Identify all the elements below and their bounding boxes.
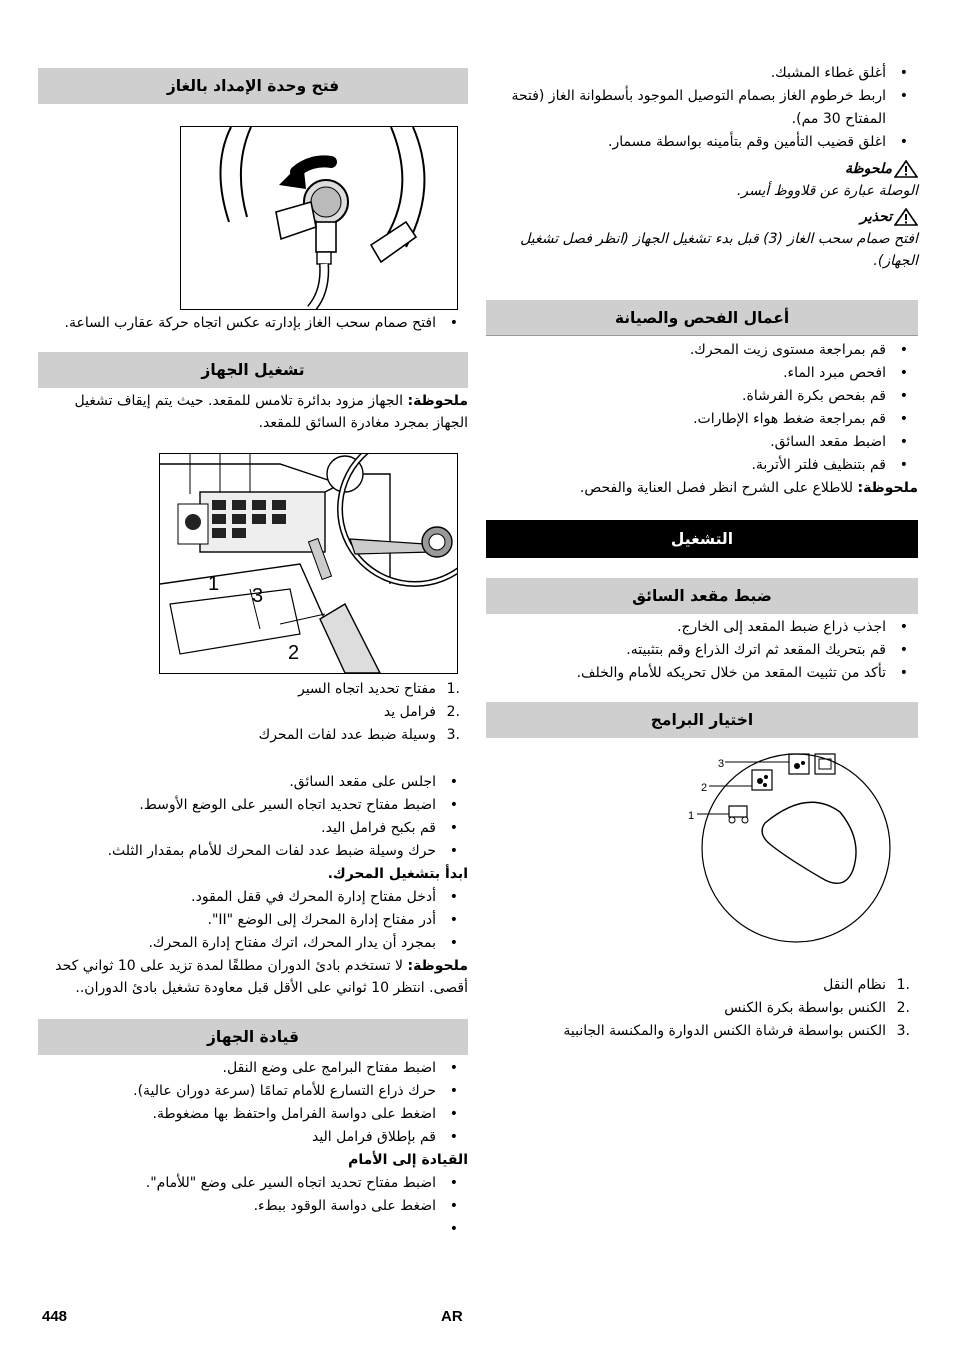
list-item: • قم بتحريك المقعد ثم اترك الذراع وقم بتثبيته.	[486, 639, 918, 662]
list-item: • افتح صمام سحب الغاز بإدارته عكس اتجاه حركة عقارب الساعة.	[38, 312, 468, 335]
section-heading-program: اختيار البرامج	[486, 702, 918, 738]
list-item: • أدر مفتاح إدارة المحرك إلى الوضع "II".	[38, 909, 468, 932]
callout-label: 1	[688, 810, 695, 822]
list-item: • حرك ذراع التسارع للأمام تمامًا (سرعة دوران عالية).	[38, 1080, 468, 1103]
list-item	[38, 1218, 468, 1241]
left-column-lower	[38, 678, 468, 1241]
section-heading-gas-supply: فتح وحدة الإمداد بالغاز	[38, 68, 468, 104]
list-item: • تأكد من تثبيت المقعد من خلال تحريكه للأمام والخلف.	[486, 662, 918, 685]
list-item: • اربط خرطوم الغاز بصمام التوصيل الموجود بأسطوانة الغاز (فتحة المفتاح 30 مم).	[486, 85, 918, 131]
gas-valve-figure	[180, 126, 458, 310]
list-item: • قم بإطلاق فرامل اليد	[38, 1126, 468, 1149]
sweep-roller-icon	[752, 770, 772, 790]
legend-item: 1. نظام النقل	[823, 977, 910, 993]
right-column	[486, 62, 918, 738]
list-item: • قم بفحص بكرة الفرشاة.	[486, 385, 918, 408]
starter-note: ملحوظة: لا تستخدم بادئ الدوران مطلقًا لمدة تزيد على 10 ثواني كحد أقصى. انتظر 10 ثواني على الأقل قبل معاودة تشغيل بادئ الدوران..	[55, 958, 468, 996]
section-heading-operation: التشغيل	[486, 520, 918, 558]
left-column-top	[38, 68, 468, 104]
transport-icon	[729, 806, 748, 823]
list-item: • اضغط على دواسة الوقود ببطء.	[38, 1195, 468, 1218]
language-code: AR	[441, 1308, 463, 1325]
legend-item: 3. وسيلة ضبط عدد لفات المحرك	[258, 727, 460, 743]
engine-steps-list	[38, 886, 468, 955]
page-number: 448	[42, 1308, 68, 1325]
warning-block-1	[486, 158, 918, 202]
list-item: • اجذب ذراع ضبط المقعد إلى الخارج.	[486, 616, 918, 639]
list-item: • اضبط مقعد السائق.	[486, 431, 918, 454]
list-item: • افحص مبرد الماء.	[486, 362, 918, 385]
section-heading-driving: قيادة الجهاز	[38, 1019, 468, 1055]
list-item: • أدخل مفتاح إدارة المحرك في قفل المقود.	[38, 886, 468, 909]
callout-label: 1	[208, 573, 220, 595]
seat-list	[486, 616, 918, 685]
section-heading-start: تشغيل الجهاز	[38, 352, 468, 388]
gas-supply-list	[38, 312, 468, 335]
dashboard-legend	[38, 678, 468, 747]
section-heading-seat: ضبط مقعد السائق	[486, 578, 918, 614]
list-item: • اضبط مفتاح البرامج على وضع النقل.	[38, 1057, 468, 1080]
selector-knob	[762, 802, 856, 883]
warning-triangle-icon	[894, 160, 918, 178]
driving-list	[38, 1057, 468, 1149]
legend-item: 2. فرامل يد	[383, 704, 460, 720]
rotate-arrow-icon	[279, 161, 306, 189]
forward-list	[38, 1172, 468, 1241]
legend-item: 2. الكنس بواسطة بكرة الكنس	[724, 1000, 910, 1016]
list-item: • اضبط مفتاح تحديد اتجاه السير على وضع "للأمام".	[38, 1172, 468, 1195]
list-item: • اجلس على مقعد السائق.	[38, 771, 468, 794]
warning-title: ملحوظة	[844, 161, 892, 177]
forward-driving-heading: القيادة إلى الأمام	[348, 1152, 468, 1168]
list-item: • قم بمراجعة مستوى زيت المحرك.	[486, 339, 918, 362]
warning-body: الوصلة عبارة عن قلاووظ أيسر.	[736, 183, 918, 199]
legend-item: 1. مفتاح تحديد اتجاه السير	[297, 681, 460, 697]
maintenance-note: ملحوظة: للاطلاع على الشرح انظر فصل العناية والفحص.	[579, 480, 918, 496]
warning-title: تحذير	[860, 209, 892, 225]
list-item: • قم بكبح فرامل اليد.	[38, 817, 468, 840]
section-heading-maintenance: أعمال الفحص والصيانة	[486, 300, 918, 336]
maintenance-list	[486, 339, 918, 477]
list-item: • بمجرد أن يدار المحرك، اترك مفتاح إدارة المحرك.	[38, 932, 468, 955]
list-item: • أغلق غطاء المشبك.	[486, 62, 918, 85]
list-item: • اضبط مفتاح تحديد اتجاه السير على الوضع الأوسط.	[38, 794, 468, 817]
program-selector-figure	[685, 748, 915, 948]
warning-triangle-icon	[894, 208, 918, 226]
list-item: • اغلق قضيب التأمين وقم بتأمينه بواسطة مسمار.	[486, 131, 918, 154]
callout-label: 3	[718, 758, 725, 770]
right-bullets-1	[486, 62, 918, 154]
start-note: ملحوظة: الجهاز مزود بدائرة تلامس للمقعد. حيث يتم إيقاف تشغيل الجهاز بمجرد مغادرة السائق للمقعد.	[74, 393, 468, 431]
list-item: • قم بمراجعة ضغط هواء الإطارات.	[486, 408, 918, 431]
list-item: • اضغط على دواسة الفرامل واحتفظ بها مضغوطة.	[38, 1103, 468, 1126]
dashboard-figure	[159, 453, 458, 674]
program-legend	[486, 974, 918, 1043]
brush-icon	[789, 754, 835, 774]
left-column-main	[38, 312, 468, 434]
callout-label: 2	[701, 782, 708, 794]
start-engine-heading: ابدأ بتشغيل المحرك.	[327, 866, 468, 882]
list-item: • حرك وسيلة ضبط عدد لفات المحرك للأمام بمقدار الثلث.	[38, 840, 468, 863]
list-item: • قم بتنظيف فلتر الأتربة.	[486, 454, 918, 477]
warning-block-2	[486, 206, 918, 272]
start-steps-list	[38, 771, 468, 863]
callout-label: 2	[288, 642, 300, 664]
callout-label: 3	[252, 585, 264, 607]
legend-item: 3. الكنس بواسطة فرشاة الكنس الدوارة والمكنسة الجانبية	[563, 1023, 910, 1039]
warning-body: افتح صمام سحب الغاز (3) قبل بدء تشغيل الجهاز (انظر فصل تشغيل الجهاز).	[520, 231, 918, 269]
